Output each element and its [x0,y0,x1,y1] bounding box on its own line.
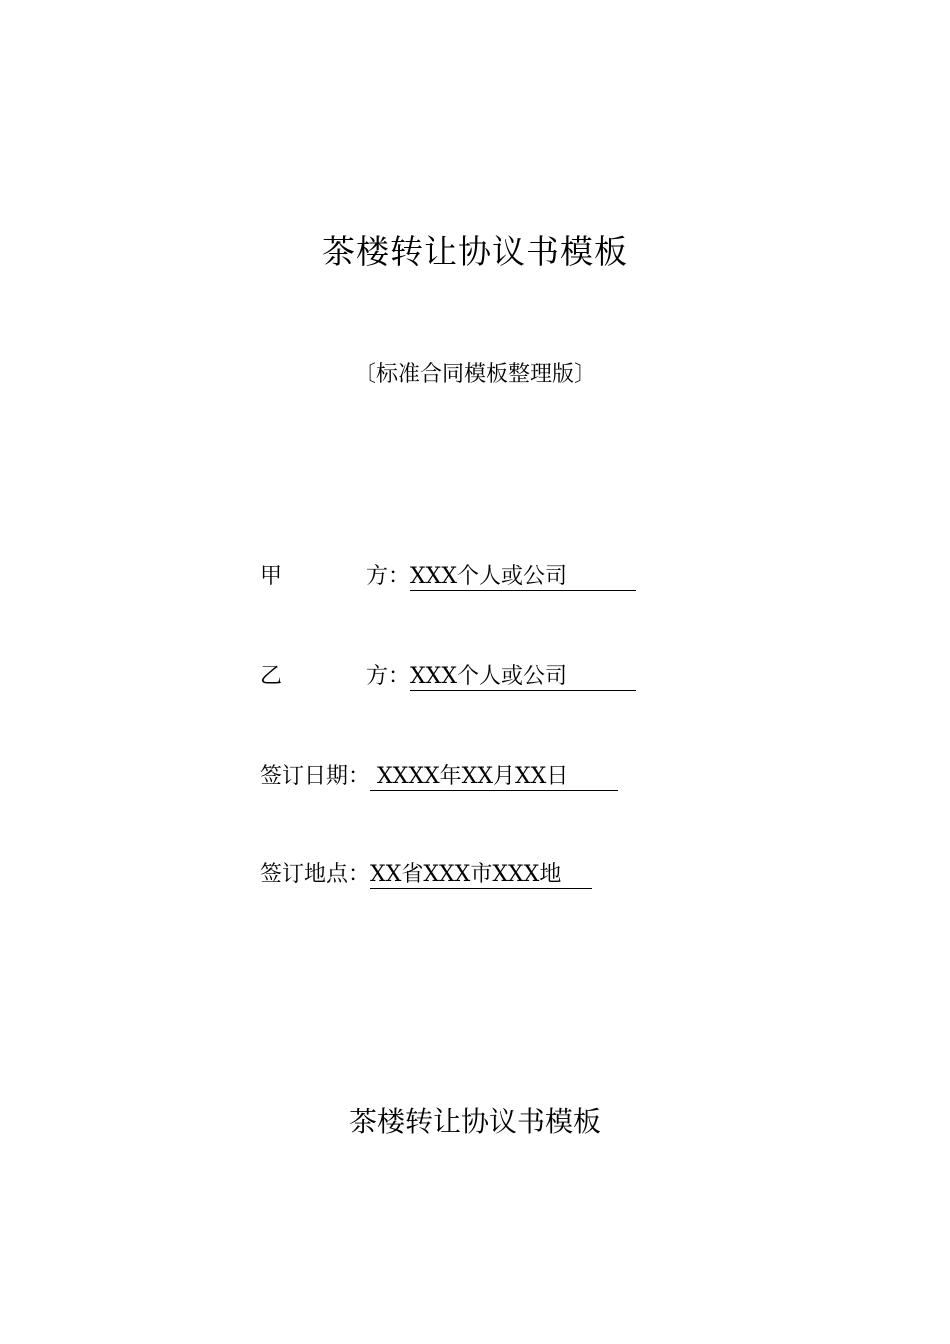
sign-place-row [260,858,592,892]
party-b-row [260,660,636,694]
party-b-value: XXX个人或公司 [410,664,636,691]
sign-date-label: 签订日期 [260,764,349,789]
party-b-label-left: 乙 [260,664,321,689]
party-a-value: XXX个人或公司 [410,564,636,591]
party-a-row [260,560,636,594]
sign-date-row [260,760,618,794]
sign-place-colon: ： [348,862,371,887]
body-heading: 茶楼转让协议书模板 [348,1105,601,1138]
party-a-label-right: 方 [365,564,388,589]
sign-date-colon: ： [348,764,371,789]
sign-date-value: XXXX年XX月XX日 [370,764,618,791]
party-a-label-left: 甲 [260,564,321,589]
party-b-label [260,660,388,694]
sign-place-value: XX省XXX市XXX地 [370,862,592,889]
sign-place-label: 签订地点 [260,862,349,887]
party-a-colon: ： [388,564,411,589]
document-subtitle: 〔标准合同模板整理版〕 [353,362,596,387]
party-a-label [260,560,388,594]
party-b-colon: ： [388,664,411,689]
document-title: 茶楼转让协议书模板 [322,232,628,271]
party-b-label-right: 方 [365,664,388,689]
